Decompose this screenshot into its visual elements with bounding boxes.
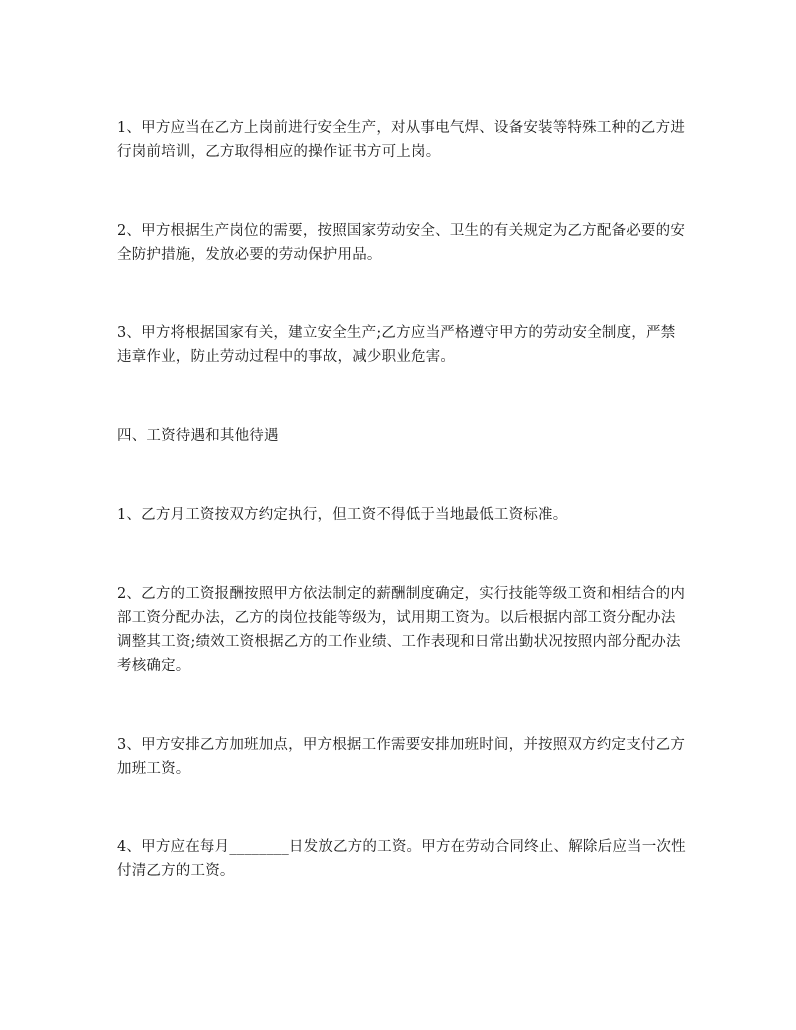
- clause-protective-measures: 2、甲方根据生产岗位的需要，按照国家劳动安全、卫生的有关规定为乙方配备必要的安全防护措施，发放必要的劳动保护用品。: [117, 223, 686, 263]
- clause-payment-date: 4、甲方应在每月________日发放乙方的工资。甲方在劳动合同终止、解除后应当一次性付清乙方的工资。: [117, 839, 686, 879]
- section-heading-wages: 四、工资待遇和其他待遇: [117, 428, 279, 444]
- clause-safety-rules: 3、甲方将根据国家有关，建立安全生产;乙方应当严格遵守甲方的劳动安全制度，严禁违章作业，防止劳动过程中的事故，减少职业危害。: [117, 325, 676, 365]
- clause-overtime-pay: 3、甲方安排乙方加班加点，甲方根据工作需要安排加班时间，并按照双方约定支付乙方加班工资。: [117, 737, 686, 777]
- clause-safety-training: 1、甲方应当在乙方上岗前进行安全生产，对从事电气焊、设备安装等特殊工种的乙方进行岗前培训，乙方取得相应的操作证书方可上岗。: [117, 120, 686, 160]
- clause-monthly-wage: 1、乙方月工资按双方约定执行，但工资不得低于当地最低工资标准。: [117, 507, 568, 523]
- clause-wage-system: 2、乙方的工资报酬按照甲方依法制定的薪酬制度确定，实行技能等级工资和相结合的内部工资分配办法，乙方的岗位技能等级为，试用期工资为。以后根据内部工资分配办法调整其工资;绩效工资根据乙方的工作业绩、工作表现和日常出勤状况按照内部分配办法考核确定。: [117, 586, 686, 674]
